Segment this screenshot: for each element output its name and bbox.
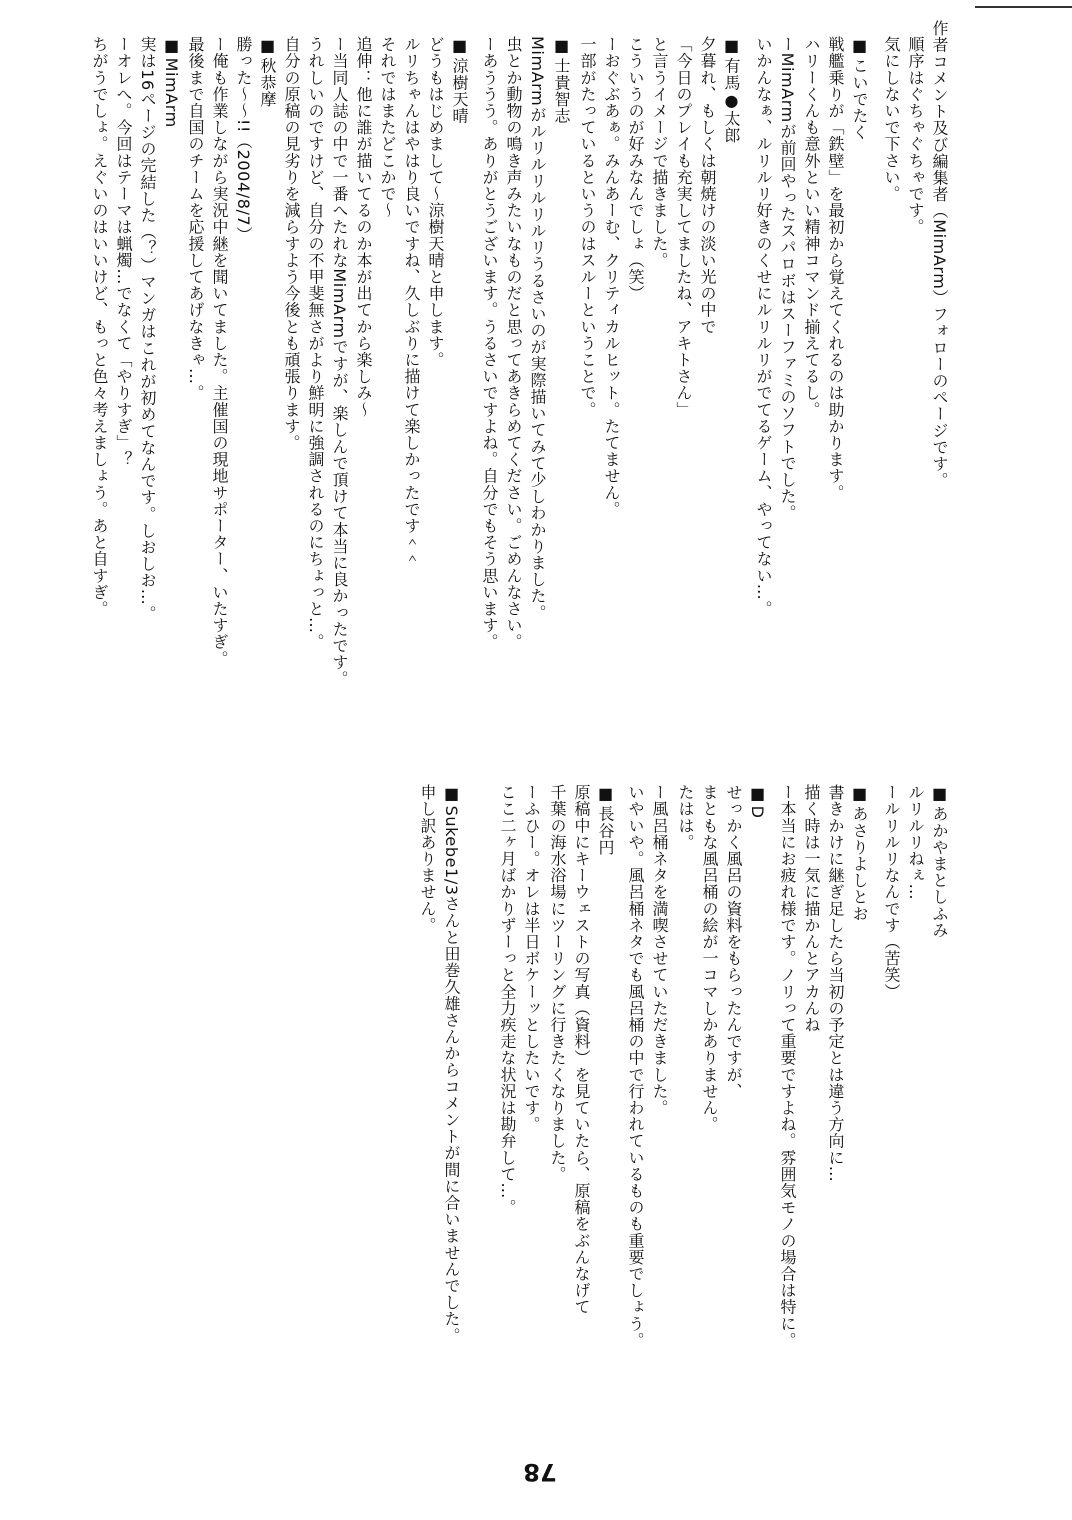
reply-line: ーオレへ。今回はテーマは蝋燭…でなくて「やりすぎ」？ [114,36,133,468]
reply-line: いやいや。風呂桶ネタでも風呂桶の中で行われているものも重要でしょう。 [626,784,645,1349]
comment-line: せっかく風呂の資料をもらったんですが、 [724,784,743,1100]
comment-line: 夕暮れ、もしくは朝焼けの淡い光の中で [698,36,717,335]
author-heading: ■ あかやまとしふみ [928,784,951,938]
reply-line: ーMimArmが前回やったスパロボはスーファミのソフトでした。 [778,36,797,522]
reply-line: ーふひー。オレは半日ボケーッとしたいです。 [522,784,541,1133]
author-heading: ■ あさりよしとお [848,784,871,922]
notice-line: ■ Sukebe1/3さんと田巻久雄さんからコメントが間に合いませんでした。 [440,784,463,1344]
reply-line: いかんなぁ、ルリルリ好きのくせにルリルリがでてるゲーム、やってない…。 [754,36,773,617]
comment-line: ハリーくんも意外といい精神コマンド揃えてるし。 [802,36,821,418]
page-number: 78 [523,1458,557,1486]
intro-line: 作者コメント及び編集者（MimArm）フォローのページです。 [930,20,949,489]
comment-line: どうもはじめまして〜涼樹天晴と申します。 [426,36,445,368]
comment-line: こういうのが好みなんでしょ（笑） [626,36,645,302]
comment-line: それではまたどこかで〜 [378,36,397,219]
reply-line: 一部がたっているというのはスルーということで。 [578,36,597,418]
reply-line: 最後まで自国のチームを応援してあげなきゃ…。 [186,36,205,402]
reply-line: 自分の原稿の見劣りを減らすよう今後とも頑張ります。 [282,36,301,451]
author-heading: ■ 長谷円 [594,784,617,855]
comment-line: 描く時は一気に描かんとアカんね [802,784,821,1033]
comment-line: 勝った〜〜!!（2004/8/7） [234,36,253,243]
author-heading: ■ こいでたく [848,36,871,141]
comment-line: ルリちゃんはやはり良いですね、久しぶりに描けて楽しかったです＾＾ [402,36,421,568]
author-heading: ■ MimArm [160,36,183,128]
author-heading: ■ 有馬●太郎 [720,36,743,144]
reply-line: ー風呂桶ネタを満喫させていただきました。 [650,784,669,1116]
author-heading: ■ 士貴智志 [550,36,573,124]
reply-line: ー本当にお疲れ様です。ノリって重要ですよね。雰囲気モノの場合は特に。 [778,784,797,1349]
comment-line: 戦艦乗りが「鉄壁」を最初から覚えてくれるのは助かります。 [826,36,845,501]
author-heading: ■ 涼樹天晴 [448,36,471,124]
reply-line: ールリルリなんです（苦笑） [882,784,901,1000]
comment-line: まともな風呂桶の絵が一コマしかありません。 [700,784,719,1133]
reply-line: ここ二ヶ月ばかりずーっと全力疾走な状況は勘弁して…。 [498,784,517,1216]
comment-line: 書きかけに継ぎ足したら当初の予定とは違う方向に… [826,784,845,1183]
comment-line: 千葉の海水浴場にツーリングに行きたくなりました。 [548,784,567,1183]
top-edge-rule [975,6,1072,8]
comment-line: 虫とか動物の鳴き声みたいなものだと思ってあきらめてください。ごめんなさい。 [504,36,523,651]
author-heading: ■ 秋恭摩 [256,36,279,107]
reply-line: ー当同人誌の中で一番へたれなMimArmですが、楽しんで頂けて本当に良かったです。 [330,36,349,688]
intro-line: 順序はぐちゃぐちゃです。 [906,36,925,236]
author-heading: ■ D [746,784,769,819]
reply-line: ちがうでしょ。えぐいのはいいけど、もっと色々考えましょう。あと自すぎ。 [90,36,109,617]
comment-line: 「今日のプレイも充実してましたね、アキトさん」 [674,36,693,418]
comment-line: 原稿中にキーウェストの写真（資料）を見ていたら、原稿をぶんなげて [572,784,591,1316]
reply-line: うれしいのですけど、自分の不甲斐無さがより鮮明に強調されるのにちょっと…。 [306,36,325,651]
comment-line: たはは。 [676,784,695,851]
notice-line: 申し訳ありません。 [418,784,437,934]
reply-line: ーおぐぶあぁ。みんあーむ、クリティカルヒット。たてません。 [602,36,621,518]
comment-line: 追伸：他に誰が描いてるのか本が出てから楽しみ〜 [354,36,373,418]
comment-line: と言うイメージで描きました。 [650,36,669,269]
comment-line: 実は16ページの完結した（？）マンガはこれが初めてなんです。しおしお…。 [138,36,157,622]
comment-line: ルリルリねぇ… [906,784,925,901]
reply-line: ー俺も作業しながら実況中継を聞いてました。主催国の現地サポーター、いたすぎ。 [210,36,229,667]
comment-line: MimArmがルリルリルリルリうるさいのが実際描いてみて少しわかりました。 [528,36,547,621]
intro-line: 気にしないで下さい。 [882,36,901,202]
reply-line: ーあううう。ありがとうございます。うるさいですよね。自分でもそう思います。 [480,36,499,651]
